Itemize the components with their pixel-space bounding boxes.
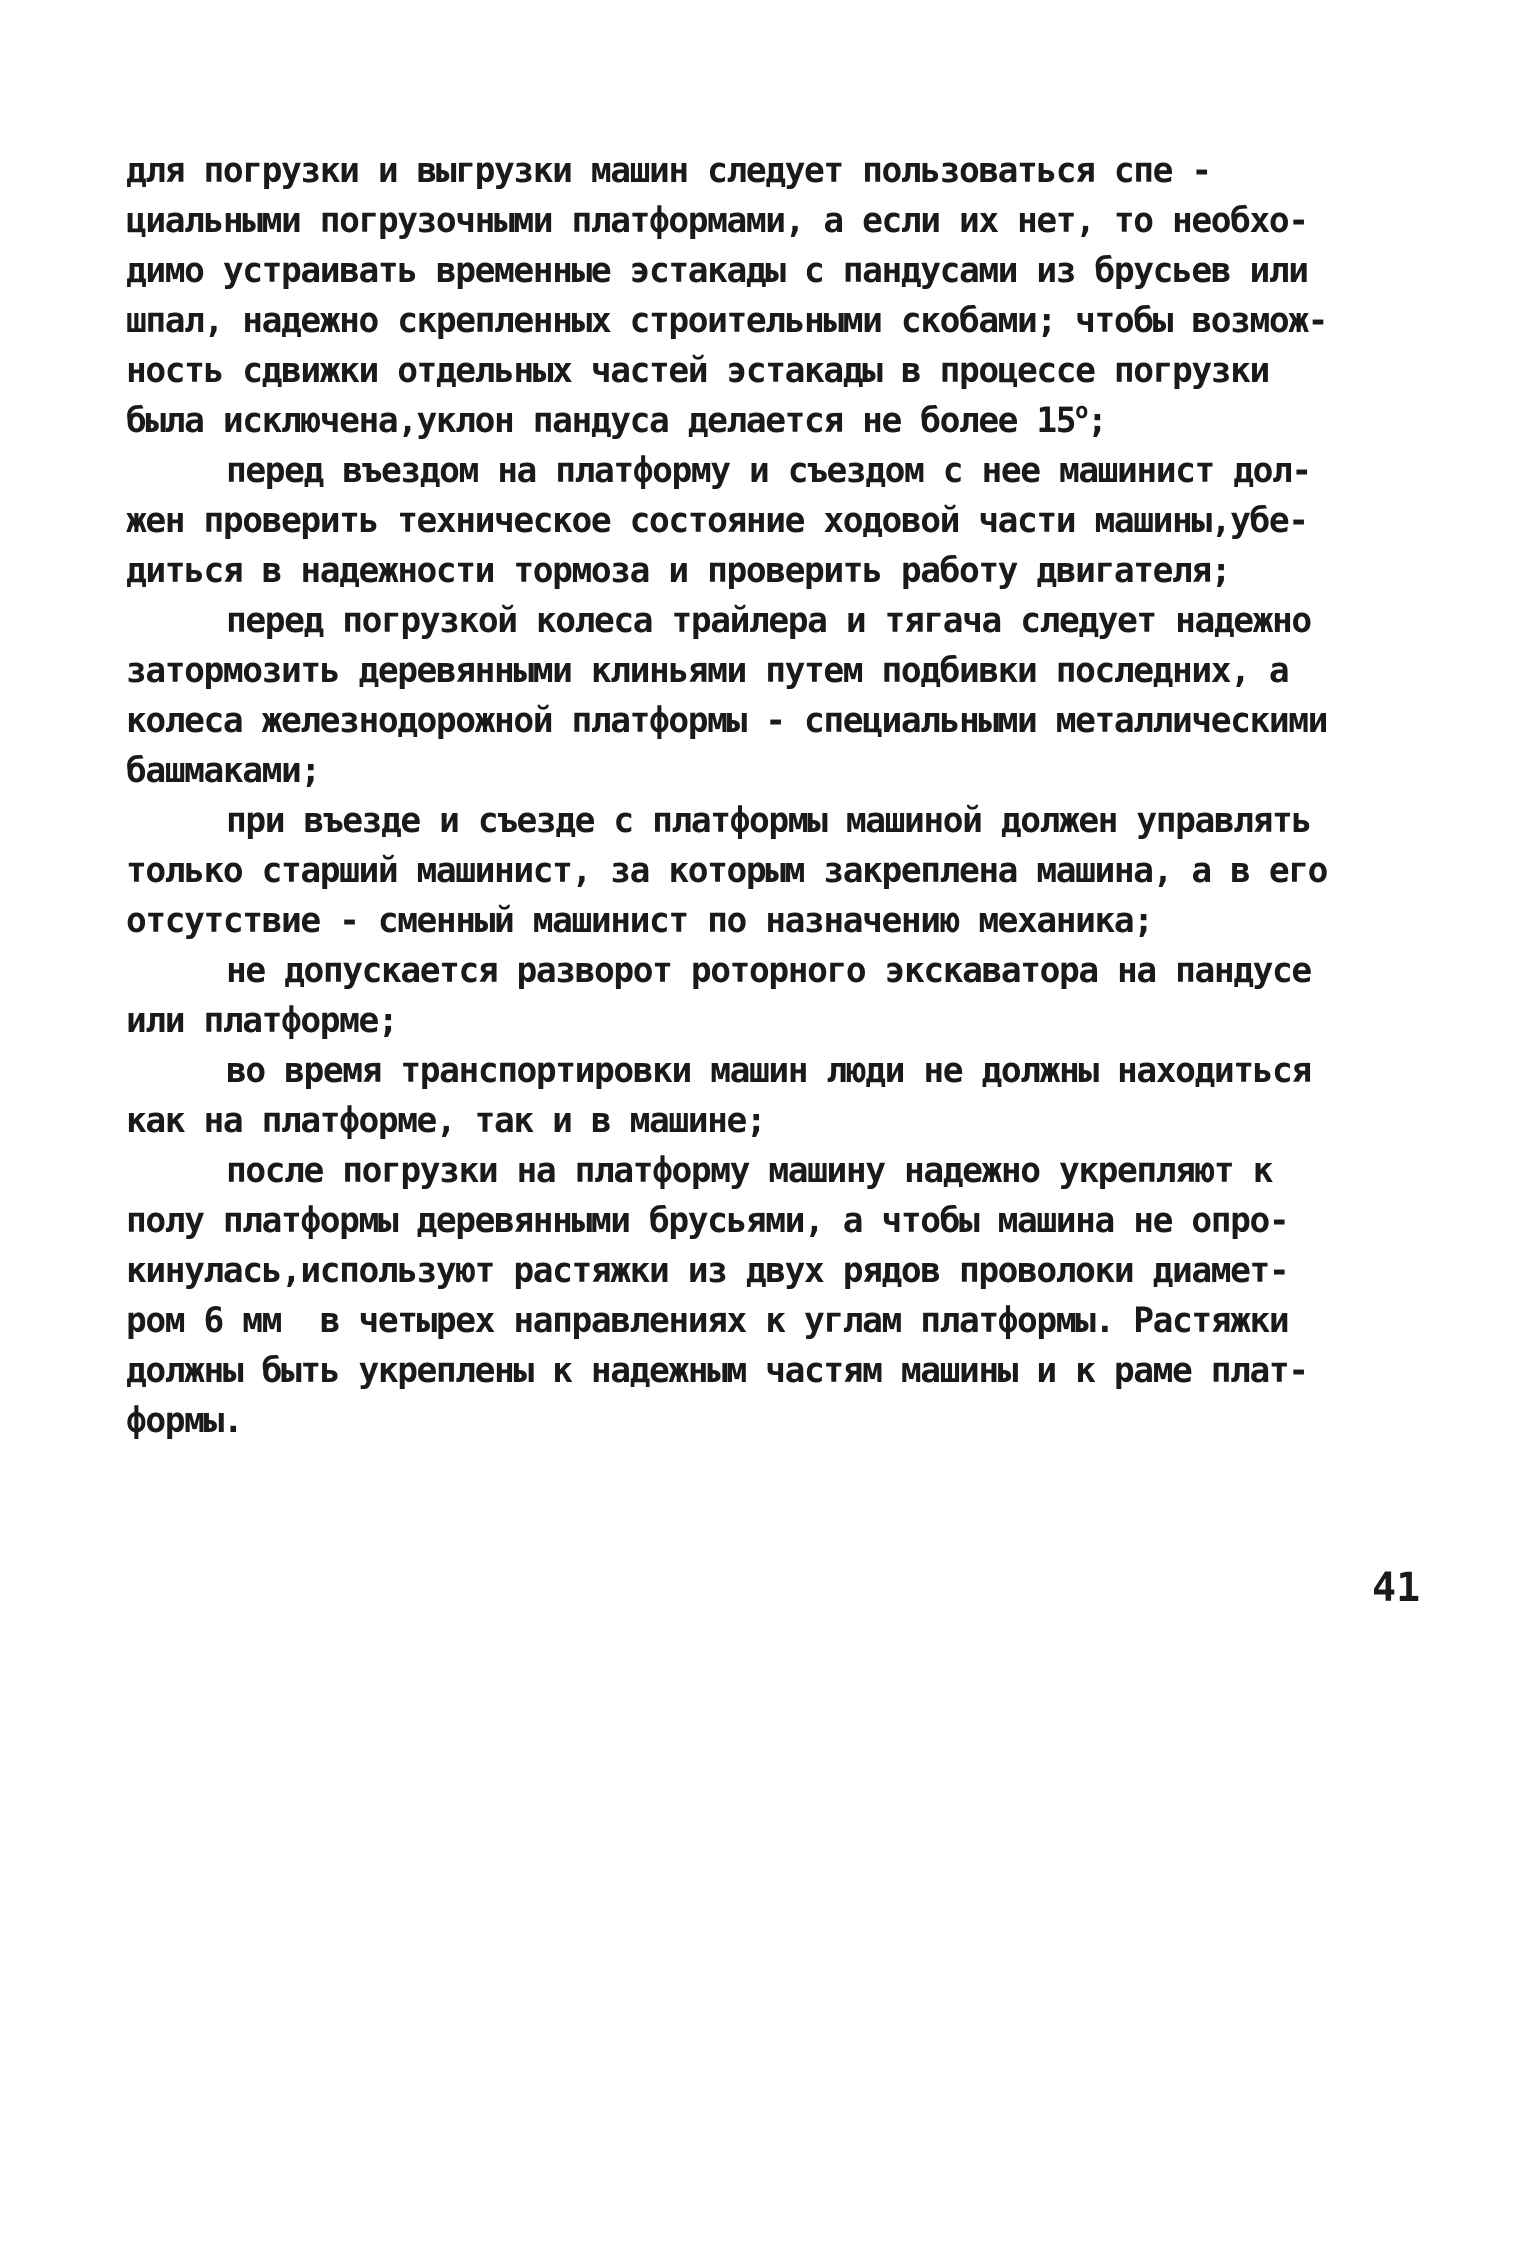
text-line: для погрузки и выгрузки машин следует пользоваться спе - xyxy=(126,151,1211,191)
text-line: как на платформе, так и в машине; xyxy=(126,1101,766,1141)
text-line: или платформе; xyxy=(126,1001,398,1041)
text-line: башмаками; xyxy=(126,751,320,791)
text-line: только старший машинист, за которым закреплена машина, а в его xyxy=(126,851,1327,891)
text-line: при въезде и съезде с платформы машиной должен управлять xyxy=(226,801,1311,841)
text-line: колеса железнодорожной платформы - специальными металлическими xyxy=(126,701,1327,741)
text-line: полу платформы деревянными брусьями, а чтобы машина не опро- xyxy=(126,1201,1289,1241)
text-line: жен проверить техническое состояние ходовой части машины,убе- xyxy=(126,501,1308,541)
text-span: была исключена,уклон пандуса делается не более 15 xyxy=(126,401,1076,441)
text-line: после погрузки на платформу машину надежно укрепляют к xyxy=(226,1151,1273,1191)
text-line: перед въездом на платформу и съездом с нее машинист дол- xyxy=(226,451,1311,491)
text-line: во время транспортировки машин люди не должны находиться xyxy=(226,1051,1311,1091)
text-span: ; xyxy=(1087,401,1107,441)
text-line: ность сдвижки отдельных частей эстакады в процессе погрузки xyxy=(126,351,1269,391)
degree-superscript: о xyxy=(1075,399,1088,424)
text-line: диться в надежности тормоза и проверить работу двигателя; xyxy=(126,551,1231,591)
text-line: перед погрузкой колеса трайлера и тягача следует надежно xyxy=(226,601,1311,641)
text-line: кинулась,используют растяжки из двух рядов проволоки диамет- xyxy=(126,1251,1289,1291)
text-line: отсутствие - сменный машинист по назначению механика; xyxy=(126,901,1153,941)
text-line: ром 6 мм в четырех направлениях к углам платформы. Растяжки xyxy=(126,1301,1289,1341)
page-number: 41 xyxy=(1372,1565,1421,1611)
text-line: димо устраивать временные эстакады с пандусами из брусьев или xyxy=(126,251,1308,291)
text-line: должны быть укреплены к надежным частям машины и к раме плат- xyxy=(126,1351,1308,1391)
text-line: формы. xyxy=(126,1401,243,1441)
text-line: циальными погрузочными платформами, а если их нет, то необхо- xyxy=(126,201,1308,241)
text-line-with-degree xyxy=(126,396,1106,446)
text-line: затормозить деревянными клиньями путем подбивки последних, а xyxy=(126,651,1289,691)
text-line: не допускается разворот роторного экскаватора на пандусе xyxy=(226,951,1311,991)
text-line: шпал, надежно скрепленных строительными скобами; чтобы возмож- xyxy=(126,301,1327,341)
